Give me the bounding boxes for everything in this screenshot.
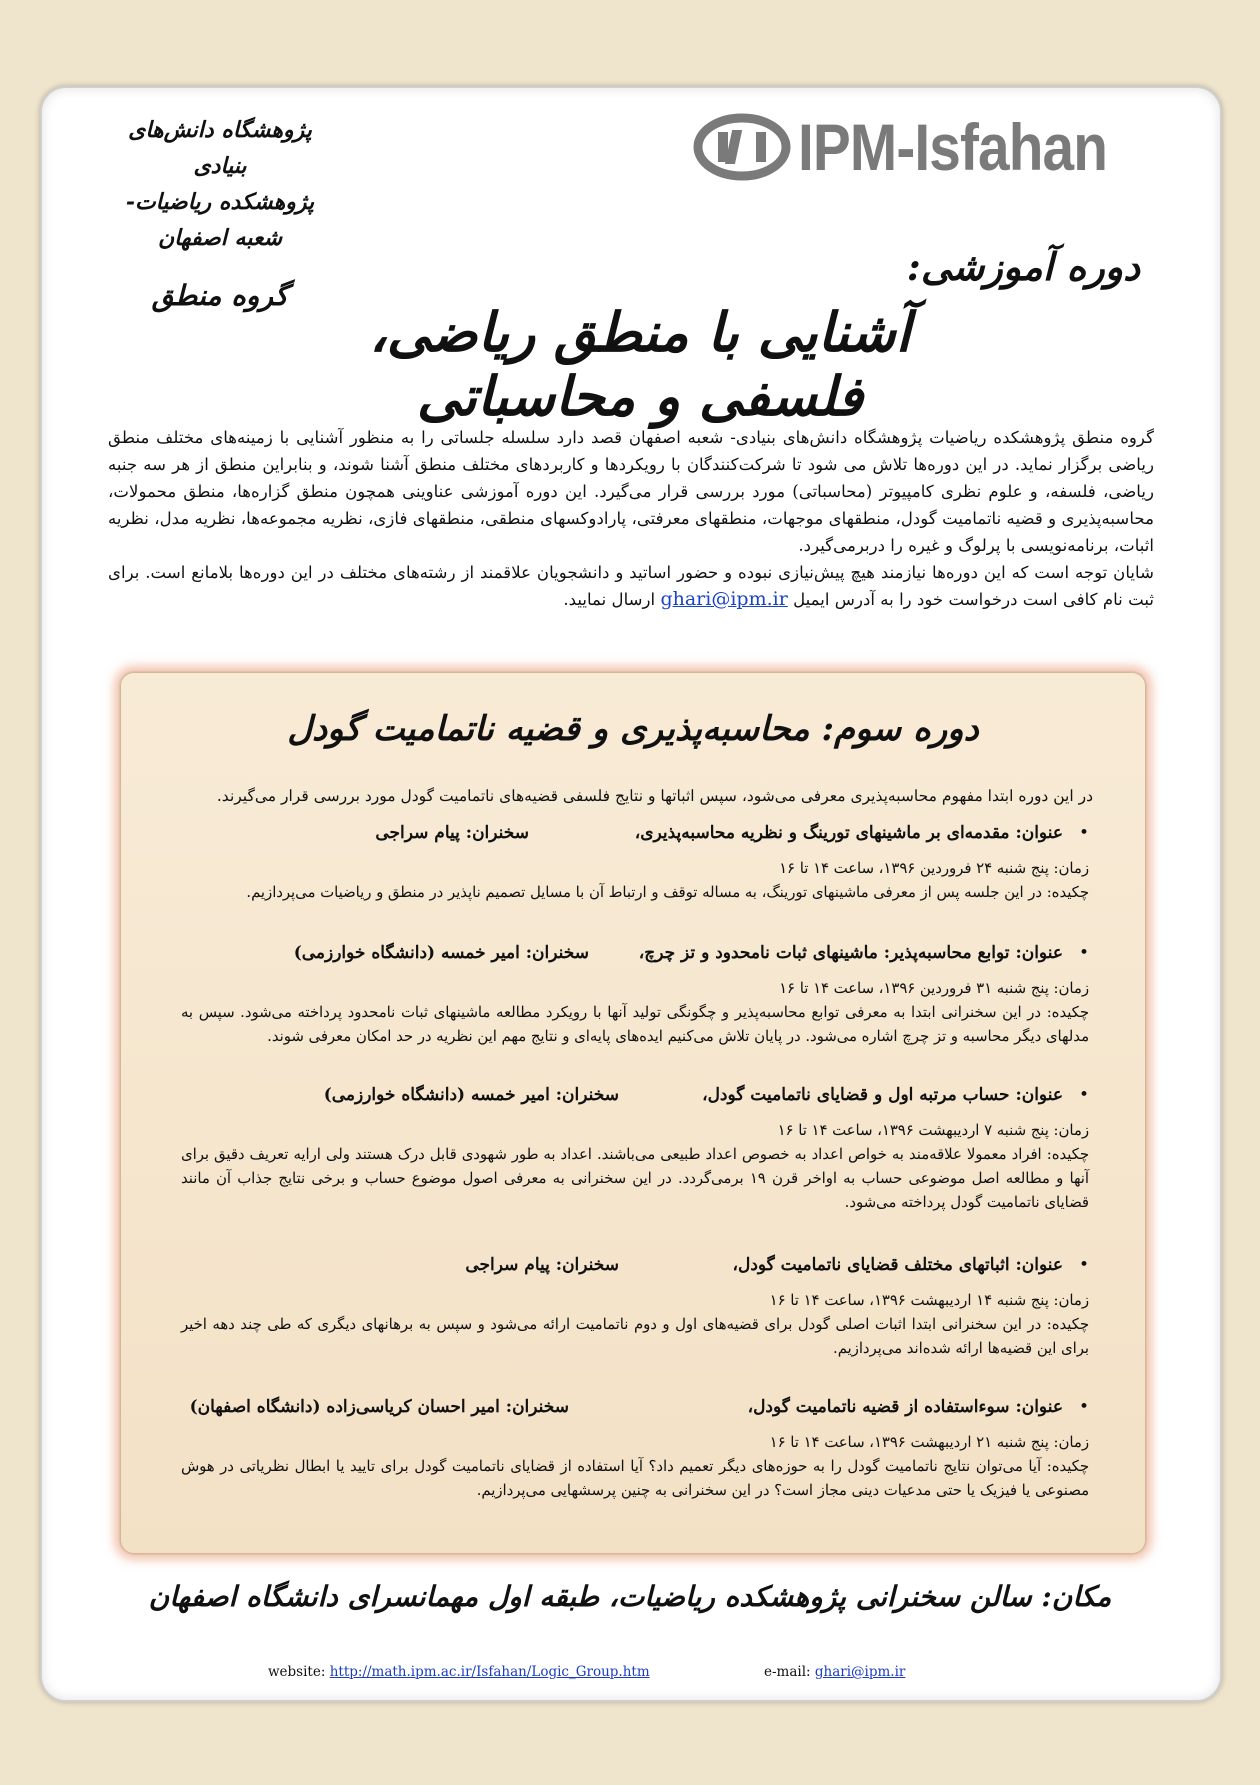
talk-time: زمان: پنج شنبه ۷ اردیبهشت ۱۳۹۶، ساعت ۱۴ تا ۱۶	[777, 1122, 1089, 1139]
talk-time: زمان: پنج شنبه ۲۴ فروردین ۱۳۹۶، ساعت ۱۴ تا ۱۶	[779, 860, 1089, 877]
talk-1	[181, 823, 1089, 905]
talk-title: عنوان: حساب مرتبه اول و قضایای ناتمامیت گودل،	[702, 1085, 1063, 1105]
talk-time: زمان: پنج شنبه ۲۱ اردیبهشت ۱۳۹۶، ساعت ۱۴ تا ۱۶	[769, 1434, 1089, 1451]
intro-paragraph-2	[108, 559, 1154, 613]
talk-abstract: چکیده: در این سخنرانی ابتدا به معرفی توابع محاسبه‌پذیر و چگونگی تولید آنها با رویکرد مطالعه ماشینهای ثبات نامحدود پرداخته می‌شود. سپس به مدلهای دیگر محاسبه و تز چرچ اشاره می‌شود. در پایان تلاش می‌کنیم ایده‌های پایه‌ای و نتایج مهم این نظریه در حد امکان معرفی شوند.	[181, 1004, 1089, 1045]
talk-speaker: سخنران: امیر خمسه (دانشگاه خوارزمی)	[293, 943, 589, 963]
talk-speaker: سخنران: امیر خمسه (دانشگاه خوارزمی)	[323, 1085, 619, 1105]
talk-title: عنوان: مقدمه‌ای بر ماشینهای تورینگ و نظریه محاسبه‌پذیری،	[634, 823, 1063, 843]
talk-abstract: چکیده: آیا می‌توان نتایج ناتمامیت گودل را به حوزه‌های دیگر تعمیم داد؟ آیا استفاده از قضایای ناتمامیت گودل برای تایید یا ابطال نظریاتی در هوش مصنوعی یا فیزیک یا حتی مدعیات دینی مجاز است؟ در این سخنرانی به چنین پرسشهایی می‌پردازیم.	[181, 1458, 1089, 1499]
session-title: دوره سوم: محاسبه‌پذیری و قضیه ناتمامیت گودل	[287, 709, 979, 749]
footer-email-link[interactable]: ghari@ipm.ir	[814, 1664, 906, 1680]
course-label: دوره آموزشی:	[906, 244, 1140, 289]
talk-speaker: سخنران: امیر احسان کریاسی‌زاده (دانشگاه اصفهان)	[189, 1397, 569, 1417]
talk-abstract: چکیده: افراد معمولا علاقه‌مند به خواص اعداد به خصوص اعداد طبیعی می‌باشند. اعداد به طور شهودی قابل درک هستند ولی ارایه تعریف دقیق برای آنها و مطالعه اصل موضوعی حساب به اواخر قرن ۱۹ برمی‌گردد. در این سخنرانی به معرفی اصول موضوع حساب و برخی نتایج جذاب آن مانند قضایای ناتمامیت گودل پرداخته می‌شود.	[181, 1146, 1089, 1211]
registration-email-link[interactable]: ghari@ipm.ir	[660, 588, 788, 610]
bullet-icon: •	[1078, 943, 1089, 963]
venue: مکان: سالن سخنرانی پژوهشکده ریاضیات، طبقه اول مهمانسرای دانشگاه اصفهان	[148, 1580, 1112, 1613]
ipm-logo-icon	[692, 112, 792, 182]
session-intro: در این دوره ابتدا مفهوم محاسبه‌پذیری معرفی می‌شود، سپس اثباتها و نتایج فلسفی قضیه‌های ناتمامیت گودل مورد بررسی قرار می‌گیرند.	[216, 787, 1093, 805]
bullet-icon: •	[1078, 1397, 1089, 1417]
institute-block	[100, 112, 340, 314]
talk-title: عنوان: توابع محاسبه‌پذیر: ماشینهای ثبات نامحدود و تز چرچ،	[638, 943, 1063, 963]
talk-speaker: سخنران: پیام سراجی	[465, 1255, 619, 1275]
bullet-icon: •	[1078, 823, 1089, 843]
website-label: website:	[268, 1664, 326, 1680]
group-name: گروه منطق	[151, 279, 289, 312]
website-link[interactable]: http://math.ipm.ac.ir/Isfahan/Logic_Group.htm	[329, 1664, 650, 1680]
footer-email	[764, 1664, 905, 1680]
session-box	[120, 672, 1146, 1554]
talk-title: عنوان: اثباتهای مختلف قضایای ناتمامیت گودل،	[732, 1255, 1063, 1275]
bullet-icon: •	[1078, 1085, 1089, 1105]
footer-website	[268, 1664, 650, 1680]
talk-abstract: چکیده: در این سخنرانی ابتدا اثبات اصلی گودل برای قضیه‌های اول و دوم ناتمامیت ارائه می‌شود و سپس به برهانهای دیگری که طی چند دهه اخیر برای این قضیه‌ها ارائه شده‌اند می‌پردازیم.	[181, 1316, 1089, 1357]
talk-time: زمان: پنج شنبه ۳۱ فروردین ۱۳۹۶، ساعت ۱۴ تا ۱۶	[779, 980, 1089, 997]
talk-4	[181, 1255, 1089, 1361]
bullet-icon: •	[1078, 1255, 1089, 1275]
intro-paragraph-1: گروه منطق پژوهشکده ریاضیات پژوهشگاه دانش‌های بنیادی- شعبه اصفهان قصد دارد سلسله جلساتی را به منظور آشنایی با زمینه‌های مختلف منطق ریاضی برگزار نماید. در این دوره‌ها تلاش می شود تا شرکت‌کنندگان با رویکردها و کاربردهای مختلف منطق آشنا شوند، و بنابراین منطق از هر سه جنبه ریاضی، فلسفه، و علوم نظری کامپیوتر (محاسباتی) مورد بررسی قرار می‌گیرد. این دوره آموزشی عناوینی همچون منطق گزاره‌ها، منطق محمولات، محاسبه‌پذیری و قضیه ناتمامیت گودل، منطقهای موجهات، منطقهای معرفتی، پارادوکسهای منطقی، منطقهای فازی، نظریه مجموعه‌ها، نظریه مدل، نظریه اثبات، برنامه‌نویسی با پرلوگ و غیره را دربرمی‌گیرد.	[108, 428, 1154, 555]
intro-paragraph-2-end: ارسال نمایید.	[563, 590, 656, 609]
institute-name: پژوهشگاه دانش‌های بنیادی	[128, 117, 312, 179]
email-label: e-mail:	[764, 1664, 811, 1680]
talk-abstract: چکیده: در این جلسه پس از معرفی ماشینهای تورینگ، به مساله توقف و ارتباط آن با مسایل تصمیم ناپذیر در منطق و ریاضیات می‌پردازیم.	[246, 884, 1089, 901]
course-title: آشنایی با منطق ریاضی، فلسفی و محاسباتی	[369, 300, 911, 428]
talk-2	[181, 943, 1089, 1049]
talk-5	[181, 1397, 1089, 1503]
intro-paragraph-2-text: شایان توجه است که این دوره‌ها نیازمند هیچ پیش‌نیازی نبوده و حضور اساتید و دانشجویان علاقمند از رشته‌های مختلف در این دوره‌ها بلامانع است. برای ثبت نام کافی است درخواست خود را به آدرس ایمیل	[108, 563, 1154, 609]
institute-branch: پژوهشکده ریاضیات- شعبه اصفهان	[125, 189, 315, 251]
talk-speaker: سخنران: پیام سراجی	[375, 823, 529, 843]
logo-text: IPM-Isfahan	[798, 110, 1108, 184]
ipm-logo	[692, 108, 1172, 186]
intro-text	[108, 424, 1154, 613]
talk-time: زمان: پنج شنبه ۱۴ اردیبهشت ۱۳۹۶، ساعت ۱۴ تا ۱۶	[769, 1292, 1089, 1309]
talk-title: عنوان: سوءاستفاده از قضیه ناتمامیت گودل،	[747, 1397, 1063, 1417]
talk-3	[181, 1085, 1089, 1215]
